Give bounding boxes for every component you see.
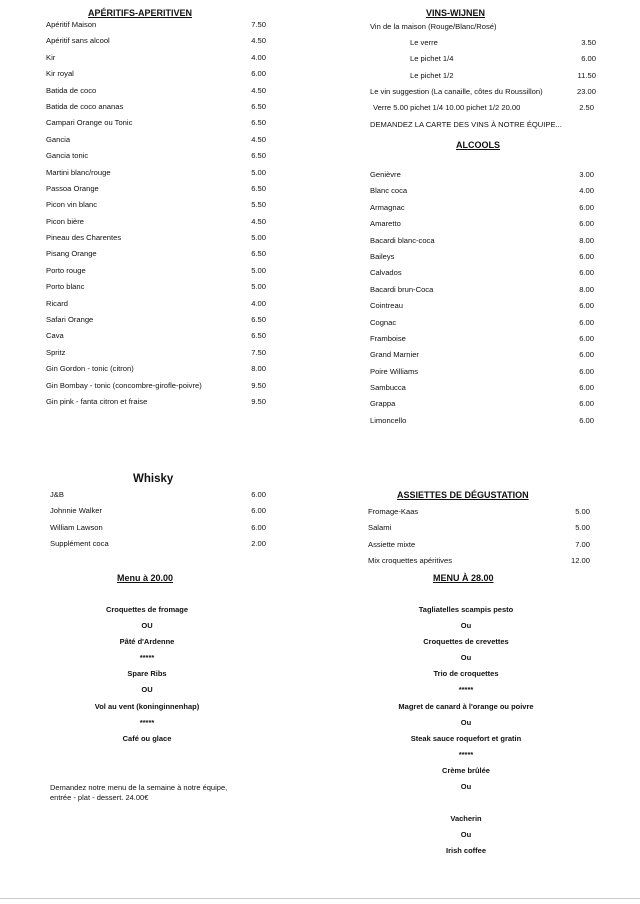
weekly-menu-note xyxy=(50,783,290,803)
menu-item-price: 4.50 xyxy=(251,85,266,95)
menu-item-row xyxy=(410,54,596,70)
menu-item-price: 5.00 xyxy=(251,265,266,275)
wines-title: VINS-WIJNEN xyxy=(426,8,486,18)
menu-item-name: Kir royal xyxy=(46,69,74,79)
menu-item-price: 4.50 xyxy=(251,134,266,144)
menu28-title: MENU À 28.00 xyxy=(433,573,494,583)
menu-item-name: Blanc coca xyxy=(370,186,408,196)
menu-item-row xyxy=(370,268,594,284)
menu-course-line: Irish coffee xyxy=(445,846,486,856)
menu-item-price: 6.00 xyxy=(579,202,594,212)
menu-course-line: ***** xyxy=(139,717,155,727)
menu-item-row xyxy=(46,135,276,151)
menu-item-name: Le pichet 1/4 xyxy=(410,54,454,64)
menu-item-row xyxy=(370,219,594,235)
menu-item-name: Framboise xyxy=(370,333,406,343)
menu-item-row xyxy=(46,397,276,413)
menu-item-price: 5.00 xyxy=(575,523,590,533)
menu-item-row xyxy=(50,506,266,522)
menu-course-line: Ou xyxy=(460,717,472,727)
menu-item-price: 9.50 xyxy=(251,380,266,390)
menu-item-price: 6.50 xyxy=(251,183,266,193)
wines-house-line: Vin de la maison (Rouge/Blanc/Rosé) xyxy=(370,22,497,31)
menu-item-name: Baileys xyxy=(370,251,395,261)
menu-item-row xyxy=(46,381,276,397)
menu-item-price: 2.00 xyxy=(251,539,266,549)
menu-item-row xyxy=(46,249,276,265)
menu-item-name: William Lawson xyxy=(50,522,103,532)
menu-item-price: 7.00 xyxy=(575,539,590,549)
menu-item-price: 6.50 xyxy=(251,118,266,128)
aperitifs-list xyxy=(46,20,276,413)
menu-item-price: 4.50 xyxy=(251,216,266,226)
menu20-courses xyxy=(47,605,247,750)
menu-item-row xyxy=(46,20,276,36)
menu-item-name: Gin Bombay - tonic (concombre-girofle-poivre) xyxy=(46,380,202,390)
menu20-title: Menu à 20.00 xyxy=(117,573,174,583)
menu-item-name: Campari Orange ou Tonic xyxy=(46,118,133,128)
menu-item-name: Poire Williams xyxy=(370,366,419,376)
menu-course-line: Ou xyxy=(460,830,472,840)
menu-item-name: Gin pink - fanta citron et fraise xyxy=(46,396,148,406)
menu-item-price: 6.00 xyxy=(579,301,594,311)
menu-course-line: Steak sauce roquefort et gratin xyxy=(410,733,522,743)
menu-item-price: 6.00 xyxy=(251,522,266,532)
menu-item-row xyxy=(370,301,594,317)
menu-item-row xyxy=(46,364,276,380)
menu-item-row xyxy=(368,523,590,539)
menu-item-name: Batida de coco ananas xyxy=(46,101,124,111)
menu-course-line: Vacherin xyxy=(450,814,482,824)
menu-item-row xyxy=(370,383,594,399)
menu-item-price: 8.00 xyxy=(579,284,594,294)
menu-item-name: Bacardi blanc-coca xyxy=(370,235,435,245)
menu-item-row xyxy=(46,331,276,347)
wine-suggestion-price: 23.00 xyxy=(576,87,596,96)
wine-suggestion-row xyxy=(370,87,596,103)
wine-suggestion-name: Le vin suggestion (La canaille, côtes du Roussillon) xyxy=(370,87,543,96)
menu-item-price: 6.00 xyxy=(579,251,594,261)
menu-item-price: 6.50 xyxy=(251,315,266,325)
menu-item-price: 11.50 xyxy=(577,70,596,80)
menu-item-name: Passoa Orange xyxy=(46,183,99,193)
weekly-menu-note-line-1: Demandez notre menu de la semaine à notre équipe, xyxy=(50,783,228,792)
menu-item-row xyxy=(46,299,276,315)
menu-item-row xyxy=(46,86,276,102)
menu-item-price: 6.50 xyxy=(251,249,266,259)
menu-item-name: Johnnie Walker xyxy=(50,506,103,516)
menu-item-row xyxy=(370,367,594,383)
menu-course-line: OU xyxy=(141,621,153,631)
menu-item-name: Apéritif sans alcool xyxy=(46,36,110,46)
menu-item-row xyxy=(370,334,594,350)
menu-course-line: Trio de croquettes xyxy=(433,669,499,679)
assiettes-title: ASSIETTES DE DÉGUSTATION xyxy=(397,490,529,500)
menu-item-price: 5.00 xyxy=(251,167,266,177)
menu-course-line: OU xyxy=(141,685,153,695)
menu-item-name: Grand Marnier xyxy=(370,350,419,360)
assiettes-list xyxy=(368,507,590,573)
menu-item-price: 6.00 xyxy=(579,383,594,393)
menu-item-name: Supplément coca xyxy=(50,539,109,549)
menu-item-row xyxy=(370,170,594,186)
menu-item-row xyxy=(46,282,276,298)
menu-item-row xyxy=(46,315,276,331)
menu-item-name: Picon vin blanc xyxy=(46,200,98,210)
menu-item-row xyxy=(370,350,594,366)
menu-item-price: 6.50 xyxy=(251,101,266,111)
menu-item-row xyxy=(50,523,266,539)
menu-item-price: 4.00 xyxy=(251,298,266,308)
menu-item-row xyxy=(370,203,594,219)
menu-course-line: Croquettes de fromage xyxy=(105,605,189,614)
menu-item-price: 6.50 xyxy=(251,331,266,341)
menu-item-price: 7.50 xyxy=(251,347,266,357)
menu-item-price: 4.50 xyxy=(251,36,266,46)
menu-item-row xyxy=(46,217,276,233)
menu-item-name: Cointreau xyxy=(370,301,403,311)
menu-item-name: Safari Orange xyxy=(46,315,94,325)
menu-item-price: 6.00 xyxy=(579,366,594,376)
menu-item-name: Calvados xyxy=(370,268,402,278)
menu-item-row xyxy=(370,236,594,252)
wine-suggestion-extra-price: 2.50 xyxy=(579,103,594,112)
menu-item-name: Ricard xyxy=(46,298,68,308)
menu-item-name: Grappa xyxy=(370,399,396,409)
menu-course-line xyxy=(366,798,566,814)
menu-item-price: 6.00 xyxy=(579,333,594,343)
menu-item-name: Porto blanc xyxy=(46,282,85,292)
menu-item-price: 5.00 xyxy=(251,282,266,292)
menu-item-price: 5.50 xyxy=(251,200,266,210)
menu-item-row xyxy=(368,556,590,572)
menu-item-name: Mix croquettes apéritives xyxy=(368,556,452,566)
menu-item-price: 6.00 xyxy=(579,350,594,360)
menu-item-price: 6.00 xyxy=(251,490,266,499)
menu-item-name: Pisang Orange xyxy=(46,249,97,259)
alcools-list xyxy=(370,170,594,432)
menu-item-price: 4.00 xyxy=(251,52,266,62)
whisky-title: Whisky xyxy=(133,473,174,485)
menu-course-line: Magret de canard à l'orange ou poivre xyxy=(398,701,534,711)
menu-item-row xyxy=(50,490,266,506)
menu-item-row xyxy=(370,285,594,301)
menu-item-price: 5.00 xyxy=(251,233,266,243)
menu-item-name: Batida de coco xyxy=(46,85,97,95)
aperitifs-title: APÉRITIFS-APERITIVEN xyxy=(88,8,193,18)
menu-item-price: 3.50 xyxy=(581,38,596,47)
menu-item-name: Cognac xyxy=(370,317,397,327)
menu-item-row xyxy=(370,318,594,334)
menu-item-row xyxy=(410,71,596,87)
menu-item-row xyxy=(50,539,266,555)
menu-item-price: 9.50 xyxy=(251,396,266,406)
menu-item-name: Gancia xyxy=(46,134,71,144)
menu-item-name: Sambucca xyxy=(370,383,406,393)
menu-item-name: Porto rouge xyxy=(46,265,86,275)
menu-item-name: Armagnac xyxy=(370,202,405,212)
menu-item-price: 6.00 xyxy=(579,268,594,278)
menu-item-row xyxy=(46,233,276,249)
menu-item-row xyxy=(46,36,276,52)
menu-item-name: Apéritif Maison xyxy=(46,20,97,29)
menu-course-line: Vol au vent (koninginnenhap) xyxy=(94,701,200,711)
menu-course-line: Croquettes de crevettes xyxy=(423,637,509,647)
menu-course-line: Ou xyxy=(460,621,472,631)
menu-item-row xyxy=(410,38,596,54)
menu-item-price: 6.00 xyxy=(579,399,594,409)
menu-item-name: Gin Gordon - tonic (citron) xyxy=(46,364,134,374)
menu-course-line: Crème brûlée xyxy=(442,765,490,775)
page-bottom-divider xyxy=(0,898,640,899)
menu-item-name: Le pichet 1/2 xyxy=(410,70,454,80)
menu-item-row xyxy=(46,118,276,134)
menu-item-name: Assiette mixte xyxy=(368,539,416,549)
whisky-list xyxy=(50,490,266,556)
menu-course-line: Café ou glace xyxy=(122,733,172,743)
menu-item-name: Fromage-Kaas xyxy=(368,507,419,516)
menu-item-row xyxy=(46,102,276,118)
menu-item-price: 6.00 xyxy=(579,415,594,425)
menu-item-price: 3.00 xyxy=(579,170,594,179)
menu-item-row xyxy=(46,200,276,216)
menu-item-name: Cava xyxy=(46,331,64,341)
menu-item-name: Genièvre xyxy=(370,170,401,179)
alcools-title: ALCOOLS xyxy=(456,140,500,150)
menu28-courses xyxy=(366,605,566,863)
menu-course-line: ***** xyxy=(139,653,155,663)
menu-item-price: 8.00 xyxy=(251,364,266,374)
menu-item-price: 6.00 xyxy=(581,54,596,64)
menu-item-price: 6.00 xyxy=(579,219,594,229)
menu-course-line: Tagliatelles scampis pesto xyxy=(418,605,514,614)
menu-item-price: 6.50 xyxy=(251,151,266,161)
menu-item-name: Pineau des Charentes xyxy=(46,233,122,243)
menu-item-row xyxy=(46,184,276,200)
menu-course-line: Ou xyxy=(460,653,472,663)
menu-item-row xyxy=(370,186,594,202)
menu-course-line: ***** xyxy=(458,685,474,695)
menu-item-name: Picon bière xyxy=(46,216,84,226)
menu-item-row xyxy=(46,348,276,364)
menu-item-price: 12.00 xyxy=(570,556,590,566)
wines-ask-note: DEMANDEZ LA CARTE DES VINS À NOTRE ÉQUIPE... xyxy=(370,120,562,129)
menu-item-name: Salami xyxy=(368,523,392,533)
menu-item-name: Martini blanc/rouge xyxy=(46,167,111,177)
menu-item-price: 6.00 xyxy=(251,506,266,516)
menu-item-name: Gancia tonic xyxy=(46,151,89,161)
menu-item-name: Amaretto xyxy=(370,219,401,229)
menu-course-line: ***** xyxy=(458,749,474,759)
menu-item-price: 6.00 xyxy=(251,69,266,79)
menu-item-name: Limoncello xyxy=(370,415,407,425)
menu-item-row xyxy=(368,540,590,556)
weekly-menu-note-line-2: entrée - plat - dessert. 24.00€ xyxy=(50,793,149,802)
menu-item-row xyxy=(46,69,276,85)
menu-item-price: 6.00 xyxy=(579,317,594,327)
wine-suggestion-prices-row xyxy=(373,103,594,119)
menu-item-row xyxy=(370,416,594,432)
menu-course-line: Spare Ribs xyxy=(127,669,167,679)
menu-item-name: Le verre xyxy=(410,38,438,47)
menu-item-name: J&B xyxy=(50,490,64,499)
wine-suggestion-prices: Verre 5.00 pichet 1/4 10.00 pichet 1/2 20.00 xyxy=(373,103,521,112)
menu-item-row xyxy=(46,168,276,184)
menu-item-row xyxy=(46,266,276,282)
menu-item-name: Bacardi brun-Coca xyxy=(370,284,434,294)
menu-item-price: 5.00 xyxy=(575,507,590,516)
menu-course-line: Ou xyxy=(460,782,472,792)
menu-course-line: Pâté d'Ardenne xyxy=(119,637,175,647)
menu-item-price: 4.00 xyxy=(579,186,594,196)
menu-item-price: 8.00 xyxy=(579,235,594,245)
wines-list xyxy=(410,38,596,87)
menu-item-row xyxy=(46,53,276,69)
menu-item-row xyxy=(370,399,594,415)
menu-item-name: Spritz xyxy=(46,347,66,357)
menu-item-row xyxy=(368,507,590,523)
menu-item-row xyxy=(370,252,594,268)
menu-item-name: Kir xyxy=(46,52,56,62)
menu-item-price: 7.50 xyxy=(251,20,266,29)
menu-item-row xyxy=(46,151,276,167)
